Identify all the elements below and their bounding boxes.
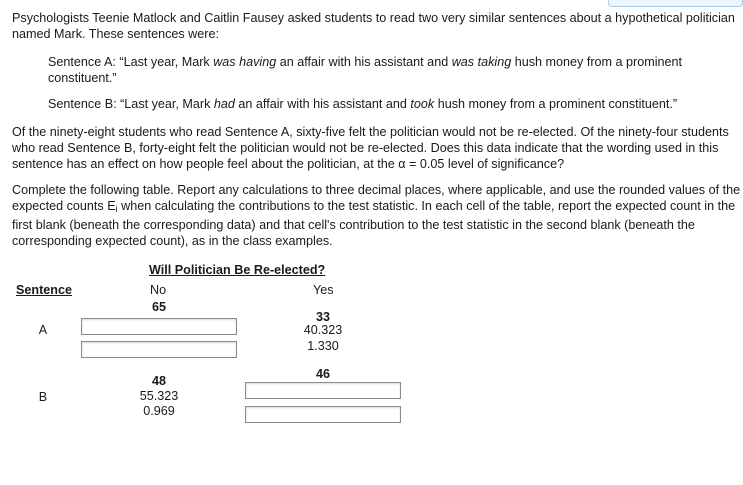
instructions-paragraph: [12, 182, 742, 249]
cell-b-yes-contribution-input[interactable]: [245, 406, 401, 423]
instructions-text-1: Complete the following table. Report any calculations to three decimal places, where applicable, and use the rounded values of the expected counts E: [12, 183, 741, 213]
cell-b-yes-expected-input[interactable]: [245, 382, 401, 399]
row-header-sentence: Sentence: [16, 283, 72, 297]
cell-a-yes-expected: 40.323: [303, 323, 343, 337]
cell-b-no-expected: 55.323: [139, 389, 179, 403]
sentence-b-suffix: hush money from a prominent constituent.”: [434, 97, 678, 111]
sentence-a-suffix: hush money from a prominent constituent.”: [48, 55, 683, 85]
column-header-no: No: [150, 283, 167, 297]
sentence-a-prefix: Sentence A: “Last year, Mark: [48, 55, 214, 69]
question-paragraph: Of the ninety-eight students who read Sentence A, sixty-five felt the politician would not be re-elected. Of the ninety-four students who read Sentence B, forty-eight felt the politician would not be re-elected. Does this data indicate that the wording used in this sentence has an effect on how people feel about the politician, at the α = 0.05 level of significance?: [12, 125, 729, 171]
cell-b-no-observed: 48: [151, 374, 166, 388]
sentence-b-emphasis-2: took: [410, 97, 435, 111]
cell-a-yes-contribution: 1.330: [307, 339, 339, 353]
sentence-a-emphasis-1: was having: [213, 55, 277, 69]
cell-a-yes-observed: 33: [315, 310, 330, 324]
cell-a-no-contribution-input[interactable]: [81, 341, 237, 358]
row-label-b: B: [38, 390, 48, 404]
sentence-a-emphasis-2: was taking: [451, 55, 512, 69]
column-header-yes: Yes: [313, 283, 334, 297]
cell-a-no-expected-input[interactable]: [81, 318, 237, 335]
instructions-subscript: i: [115, 204, 118, 214]
top-panel-tab: [608, 0, 743, 7]
cell-a-no-observed: 65: [151, 300, 166, 314]
instructions-text-2: when calculating the contributions to the test statistic. In each cell of the table, report the expected count in the first blank (beneath the corresponding data) and that cell's contribution to the test statistic in the second blank (beneath the corresponding expected count), as in the class examples.: [12, 199, 736, 248]
intro-paragraph: Psychologists Teenie Matlock and Caitlin Fausey asked students to read two very similar sentences about a hypothetical politician named Mark. These sentences were:: [12, 11, 735, 41]
sentence-a-text: [48, 54, 728, 86]
cell-b-yes-observed: 46: [315, 367, 330, 381]
sentence-b-prefix: Sentence B: “Last year, Mark: [48, 97, 214, 111]
cell-b-no-contribution: 0.969: [143, 404, 175, 418]
sentence-b-text: [48, 96, 738, 112]
sentence-b-emphasis-1: had: [213, 97, 235, 111]
sentence-b-middle: an affair with his assistant and: [234, 97, 411, 111]
row-label-a: A: [38, 323, 48, 337]
sentence-a-middle: an affair with his assistant and: [276, 55, 452, 69]
table-title: Will Politician Be Re-elected?: [149, 263, 326, 277]
